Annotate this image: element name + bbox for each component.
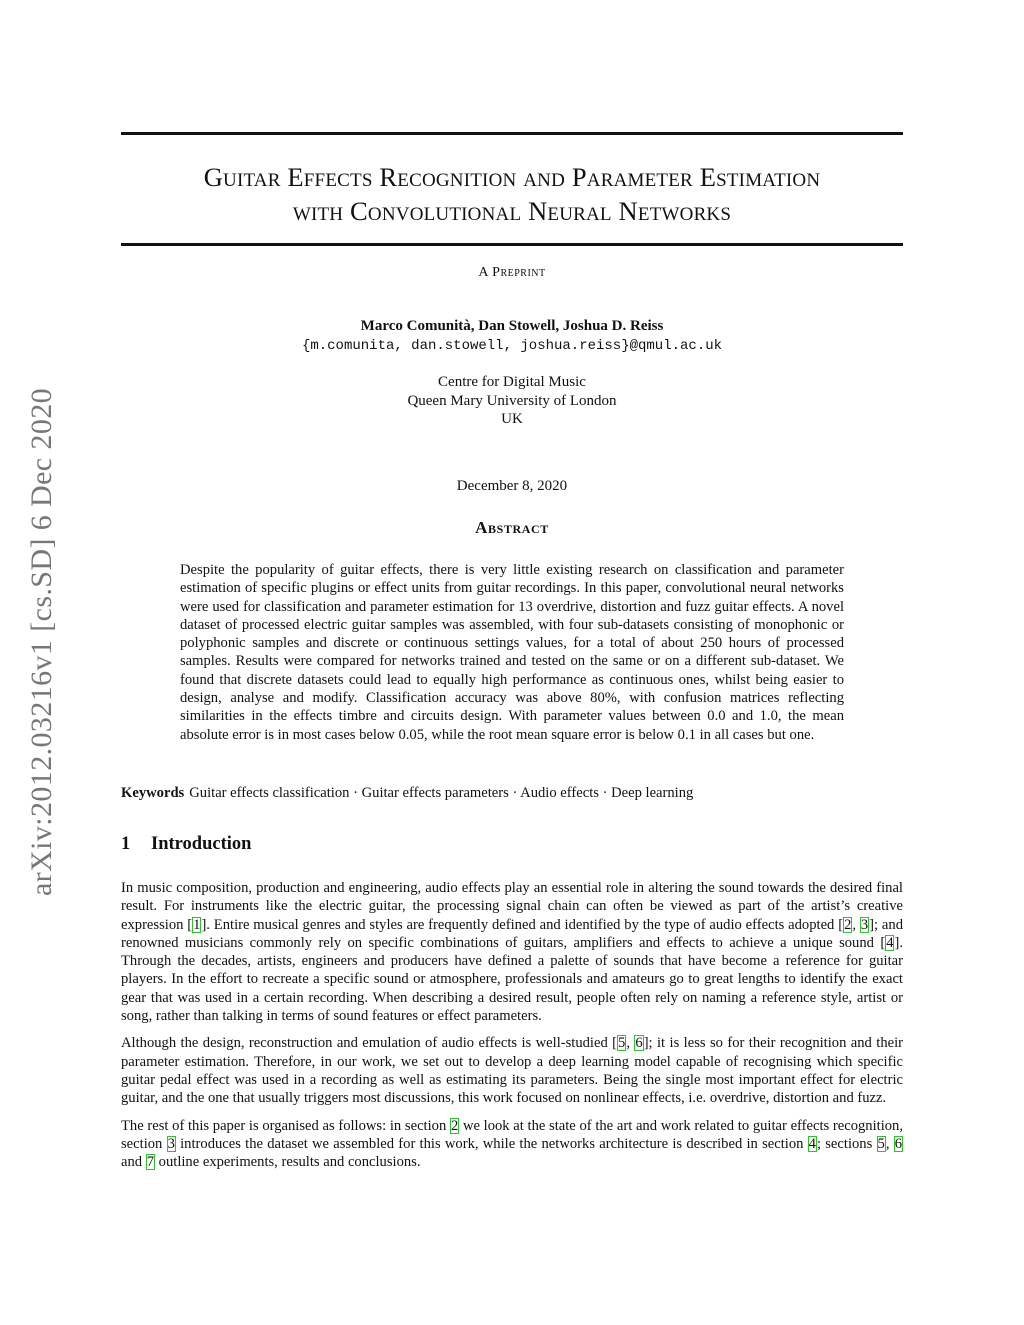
text-span: and: [121, 1154, 146, 1171]
citation-link[interactable]: 1: [193, 916, 201, 933]
preprint-label: A Preprint: [478, 265, 546, 280]
text-span: we look at the state of the art and work related to guitar effects recognition, section: [121, 1117, 904, 1152]
affiliation-country: UK: [501, 411, 523, 427]
text-span: introduces the dataset we assembled for this work, while the networks architecture is described in section: [175, 1135, 808, 1152]
keywords-list: Guitar effects classification · Guitar effects parameters · Audio effects · Deep learning: [189, 785, 694, 801]
section-link[interactable]: 4: [808, 1135, 816, 1152]
paper-title: [121, 160, 903, 228]
introduction-body: [121, 879, 903, 1180]
text-span: ,: [852, 916, 860, 933]
text-span: ]. Entire musical genres and styles are frequently defined and identified by the type of audio effects adopted [: [201, 916, 844, 933]
section-title: Introduction: [151, 834, 252, 854]
text-span: ,: [626, 1035, 635, 1052]
text-span: The rest of this paper is organised as follows: in section: [121, 1117, 450, 1134]
affiliation-dept: Centre for Digital Music: [438, 374, 586, 390]
section-number: 1: [121, 834, 131, 854]
citation-link[interactable]: 6: [635, 1035, 643, 1052]
author-emails: {m.comunita, dan.stowell, joshua.reiss}@qmul.ac.uk: [301, 338, 723, 354]
title-rule-bottom: [121, 243, 903, 246]
section-link[interactable]: 6: [894, 1135, 902, 1152]
text-span: ]. Through the decades, artists, engineers and producers have defined a palette of sounds that have become a reference for guitar players. In the effort to recreate a specific sound or atmosphere, professionals and amateurs go to great lengths to identify the exact gear that was used in a certain recording. When describing a desired result, people often rely on naming a reference style, artist or song, rather than talking in terms of sound features or effect parameters.: [121, 934, 903, 1025]
text-span: ]; it is less so for their recognition and their parameter estimation. Therefore, in our work, we set out to develop a deep learning model capable of recognising which specific guitar pedal effect was used in a recording as well as estimating its parameters. Being the single most important effect for electric guitar, and the one that usually triggers most discussions, this work focused on nonlinear effects, i.e. overdrive, distortion and fuzz.: [121, 1035, 904, 1107]
citation-link[interactable]: 2: [844, 916, 852, 933]
abstract-text: Despite the popularity of guitar effects, there is very little existing research on classification and parameter estimation of specific plugins or effect units from guitar recordings. In this paper, convolutional neural networks were used for classification and parameter estimation for 13 overdrive, distortion and fuzz guitar effects. A novel dataset of processed electric guitar samples was assembled, with four sub-datasets consisting of monophonic or polyphonic samples and discrete or continuous settings values, for a total of about 250 hours of processed samples. Results were compared for networks trained and tested on the same or on a different sub-dataset. We found that discrete datasets could lead to equally high performance as continuous ones, whilst being easier to design, analyse and modify. Classification accuracy was above 80%, with confusion matrices reflecting similarities in the effects timbre and circuits design. With parameter values between 0.0 and 1.0, the mean absolute error is in most cases below 0.05, while the root mean square error is below 0.1 in all cases but one.: [180, 562, 844, 743]
citation-link[interactable]: 4: [886, 934, 894, 951]
keywords-label: Keywords: [121, 785, 185, 801]
text-span: ]; and renowned musicians commonly rely on specific combinations of guitars, amplifiers and effects to achieve a unique sound [: [121, 916, 903, 951]
citation-link[interactable]: 5: [618, 1035, 626, 1052]
section-link[interactable]: 2: [450, 1117, 459, 1134]
text-span: In music composition, production and engineering, audio effects play an essential role in altering the sound towards the desired final result. For instruments like the electric guitar, the processing signal chain can often be viewed as part of the artist’s creative expression [: [121, 880, 903, 933]
text-span: ; sections: [816, 1135, 877, 1152]
affiliation-university: Queen Mary University of London: [407, 392, 617, 409]
paper-title-line-2: with Convolutional Neural Networks: [292, 196, 732, 226]
author-list: Marco Comunità, Dan Stowell, Joshua D. Reiss: [360, 318, 664, 334]
keywords-line: [121, 785, 903, 802]
intro-paragraph-1: [121, 879, 903, 1025]
section-heading-introduction: [121, 834, 251, 855]
citation-link[interactable]: 3: [860, 916, 869, 933]
intro-paragraph-2: [121, 1034, 903, 1107]
paper-date: December 8, 2020: [456, 478, 568, 494]
section-link[interactable]: 3: [167, 1135, 175, 1152]
section-link[interactable]: 5: [877, 1135, 885, 1152]
intro-paragraph-3: [121, 1117, 903, 1172]
text-span: outline experiments, results and conclusions.: [155, 1154, 421, 1171]
abstract-heading: Abstract: [475, 518, 549, 537]
affiliation: [0, 373, 1024, 429]
section-link[interactable]: 7: [146, 1154, 155, 1171]
paper-title-line-1: Guitar Effects Recognition and Parameter Estimation: [203, 162, 821, 192]
text-span: ,: [885, 1135, 894, 1152]
arxiv-identifier-stamp: arXiv:2012.03216v1 [cs.SD] 6 Dec 2020: [25, 387, 58, 897]
text-span: Although the design, reconstruction and emulation of audio effects is well-studied [: [121, 1035, 618, 1052]
title-rule-top: [121, 132, 903, 135]
